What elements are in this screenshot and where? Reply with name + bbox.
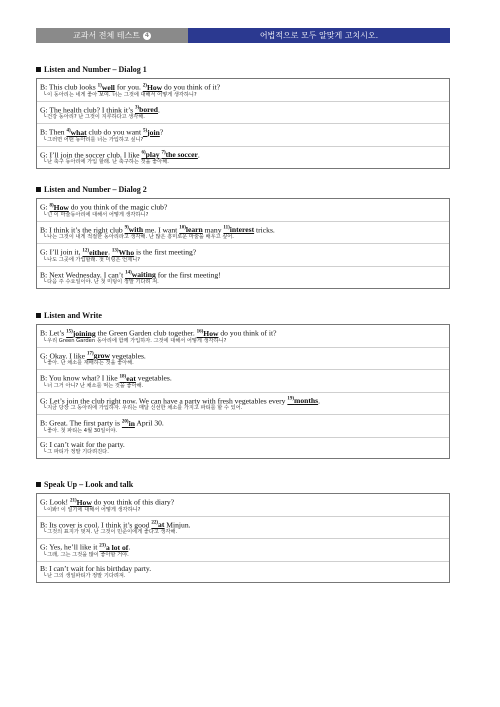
blank-number: 6) (141, 150, 146, 156)
correction-blank[interactable] (50, 203, 69, 212)
sentence-text: the Green Garden club together. (95, 328, 197, 338)
section-title-text: Listen and Write (44, 311, 102, 320)
return-arrow-icon: └ (43, 360, 47, 367)
sentence-text: do you think of it? (218, 328, 277, 338)
correction-blank[interactable] (66, 329, 95, 338)
english-sentence (40, 126, 446, 137)
correction-blank[interactable] (70, 498, 92, 507)
sentence-text: G: The health club? I think it’s (40, 105, 135, 115)
sentence-text: B: I think it’s the right club (40, 225, 125, 235)
return-arrow-icon: └ (43, 136, 47, 143)
blank-word: learn (185, 225, 203, 235)
dialog-line (37, 244, 449, 267)
translation-text: 우리 Green Garden 동아리에 함께 가입하자. 그것에 대해서 어떻게 생각하니? (47, 337, 227, 344)
test-number-badge: 4 (144, 31, 150, 39)
return-arrow-icon: └ (43, 234, 47, 241)
sentence-text: Minjun. (164, 520, 191, 530)
dialog-line (37, 438, 449, 458)
sentence-text: . (318, 396, 321, 406)
dialog-line (37, 415, 449, 438)
sentence-text: . (128, 542, 131, 552)
translation-text: 난 그의 생일파티가 정말 기다려져. (47, 572, 126, 579)
sentence-text: for you. (114, 82, 143, 92)
sentence-text: B: Its cover is cool. I think it’s good (40, 520, 152, 530)
blank-word: at (158, 520, 165, 530)
blank-number: 5) (142, 128, 148, 134)
sentence-text: B: Great. The first party is (40, 418, 122, 428)
sentence-text: B: This club looks (40, 82, 98, 92)
correction-blank[interactable] (82, 248, 108, 257)
english-sentence (40, 224, 446, 235)
blank-number: 16) (196, 329, 204, 334)
blank-number: 7) (161, 150, 166, 156)
english-sentence (40, 81, 446, 92)
blank-word: a lot of (105, 542, 129, 552)
dialog-line (37, 370, 449, 393)
return-arrow-icon: └ (43, 114, 47, 121)
sentence-text: B: You know what? I like (40, 373, 120, 383)
blank-word: waiting (131, 270, 156, 280)
sentence-text: vegetables. (109, 351, 146, 361)
correction-blank[interactable] (141, 150, 159, 159)
dialog-line (37, 393, 449, 416)
korean-translation (40, 573, 446, 580)
square-bullet-icon (36, 313, 41, 318)
return-arrow-icon: └ (43, 159, 47, 166)
section-title (36, 64, 450, 76)
header-test-label (36, 28, 188, 43)
korean-translation (40, 257, 446, 264)
blank-number: 21) (69, 498, 77, 503)
korean-translation (40, 449, 446, 456)
dialog-line (37, 102, 449, 125)
sentence-text: do you think of the magic club? (68, 202, 168, 212)
translation-text: 나도 그곳에 가입할래. 첫 미팅은 언제니? (47, 256, 140, 263)
blank-number: 12) (82, 248, 90, 254)
dialog-line (37, 124, 449, 147)
square-bullet-icon (36, 482, 41, 487)
blank-number: 13) (111, 248, 119, 254)
translation-text: 지금 당장 그 동아리에 가입하자. 우리는 매달 신선한 채소를 가지고 파티를 할 수 있어. (47, 405, 243, 412)
translation-text: 이봐! 이 일기에 대해서 어떻게 생각하니? (47, 506, 141, 513)
blank-number: 19) (287, 396, 295, 402)
blank-number: 11) (223, 225, 230, 231)
blank-word: bored (139, 105, 159, 115)
blank-number: 20) (121, 419, 129, 425)
english-sentence (40, 395, 446, 406)
blank-word: How (76, 497, 92, 507)
korean-translation (40, 92, 446, 99)
correction-blank[interactable] (179, 225, 203, 234)
korean-translation (40, 360, 446, 367)
correction-blank[interactable] (161, 150, 197, 159)
return-arrow-icon: └ (43, 529, 47, 536)
return-arrow-icon: └ (43, 337, 47, 344)
return-arrow-icon: └ (43, 427, 47, 434)
translation-text: 난 축구 동아리에 가입 할래. 난 축구하는 것을 좋아해. (47, 159, 169, 166)
correction-blank[interactable] (66, 128, 86, 137)
correction-blank[interactable] (223, 225, 254, 234)
correction-blank[interactable] (151, 520, 164, 529)
dialog-section (36, 184, 450, 289)
sentence-text: . (197, 150, 200, 160)
dialog-section (36, 64, 450, 169)
blank-number: 4) (66, 128, 71, 134)
sentence-text: G: Let’s join the club right now. We can have a party with fresh vegetables every (40, 396, 288, 406)
dialog-line (37, 494, 449, 517)
korean-translation (40, 383, 446, 390)
dialog-box (36, 78, 450, 169)
blank-number: 23) (99, 543, 106, 549)
blank-number: 8) (49, 203, 54, 208)
english-sentence (40, 541, 446, 552)
english-sentence (40, 417, 446, 428)
korean-translation (40, 552, 446, 559)
dialog-box (36, 198, 450, 289)
blank-number: 18) (119, 374, 127, 380)
sentence-text: G: Okay. I like (40, 351, 87, 361)
translation-text: 그것의 표지가 멋져. 난 그것이 민준이에게 좋다고 생각해. (47, 529, 178, 536)
correction-blank[interactable] (120, 374, 136, 383)
translation-text: 그러면 어떤 동아리를 너는 가입하고 싶니? (47, 136, 144, 143)
sentence-text: is the first meeting? (134, 247, 197, 257)
correction-blank[interactable] (197, 329, 219, 338)
sentence-text: G: Yes, he’ll like it (40, 542, 100, 552)
english-sentence (40, 372, 446, 383)
sentence-text: B: Next Wednesday. I can’t (40, 270, 126, 280)
translation-text: 좋아. 난 채소를 재배하는 것을 좋아해. (47, 360, 134, 367)
sentence-text: ? (159, 127, 164, 137)
blank-number: 1) (97, 83, 102, 88)
blank-number: 10) (179, 225, 186, 231)
korean-translation (40, 507, 446, 514)
translation-text: 좋아. 첫 파티는 4월 30일이야. (47, 427, 118, 434)
sentence-text: G: I can’t wait for the party. (40, 439, 125, 449)
dialog-section (36, 310, 450, 459)
correction-blank[interactable] (287, 396, 321, 406)
section-title-text: Listen and Number – Dialog 1 (44, 65, 147, 74)
blank-word: the soccer (165, 150, 198, 160)
korean-translation (40, 405, 446, 412)
sentence-text: . (108, 247, 112, 257)
dialog-box (36, 324, 450, 459)
blank-number: 15) (66, 329, 73, 334)
translation-text: 그 파티가 정말 기다려진다. (47, 448, 109, 455)
korean-translation (40, 114, 446, 121)
dialog-box (36, 493, 450, 583)
return-arrow-icon: └ (43, 405, 47, 412)
dialog-line (37, 348, 449, 371)
sentence-text: B: Let’s (40, 328, 67, 338)
english-sentence (40, 496, 446, 507)
english-sentence (40, 269, 446, 280)
english-sentence (40, 350, 446, 361)
return-arrow-icon: └ (43, 256, 47, 263)
korean-translation (40, 159, 446, 166)
section-title (36, 184, 450, 196)
sentence-text: G: I’ll join it, (40, 247, 83, 257)
sentence-text: many (202, 225, 224, 235)
dialog-line (37, 325, 449, 348)
blank-word: with (128, 225, 144, 235)
correction-blank[interactable] (143, 83, 162, 92)
blank-word: Who (118, 247, 135, 257)
translation-text: 너 그거 아니? 난 채소를 먹는 것을 좋아해. (47, 382, 144, 389)
section-title (36, 310, 450, 322)
correction-blank[interactable] (125, 225, 144, 234)
sentence-text: G: (40, 202, 50, 212)
section-title-text: Speak Up – Look and talk (44, 480, 134, 489)
blank-word: either (89, 247, 109, 257)
return-arrow-icon: └ (43, 506, 47, 513)
correction-blank[interactable] (143, 128, 160, 137)
dialog-line (37, 562, 449, 582)
blank-number: 9) (124, 225, 129, 231)
sentence-text: do you think of it? (162, 82, 221, 92)
header-left-text: 교과서 전체 테스트 (73, 31, 140, 40)
sentence-text: vegetables. (135, 373, 172, 383)
dialog-line (37, 517, 449, 540)
correction-blank[interactable] (112, 248, 134, 257)
english-sentence (40, 201, 446, 212)
return-arrow-icon: └ (43, 279, 47, 286)
sentence-text: April 30. (134, 418, 164, 428)
correction-blank[interactable] (99, 542, 131, 552)
return-arrow-icon: └ (43, 211, 47, 218)
korean-translation (40, 234, 446, 241)
blank-word: well (101, 82, 115, 92)
blank-word: joining (72, 328, 96, 338)
sentence-text: . (158, 105, 160, 115)
blank-number: 2) (142, 83, 147, 88)
section-title-text: Listen and Number – Dialog 2 (44, 185, 147, 194)
translation-text: 이 동아리는 네게 좋아 보여. 너는 그것에 대해서 어떻게 생각하니? (47, 91, 197, 98)
english-sentence (40, 564, 446, 573)
page-header (36, 28, 450, 43)
return-arrow-icon: └ (43, 551, 47, 558)
correction-blank[interactable] (98, 83, 115, 92)
sentence-text: for the first meeting! (155, 270, 221, 280)
english-sentence (40, 440, 446, 449)
blank-number: 3) (134, 105, 140, 111)
blank-number: 22) (151, 520, 159, 526)
korean-translation (40, 428, 446, 435)
english-sentence (40, 327, 446, 338)
sentence-text: B: I can’t wait for his birthday party. (40, 563, 152, 573)
sentence-text: B: Then (40, 127, 67, 137)
return-arrow-icon: └ (43, 382, 47, 389)
dialog-line (37, 267, 449, 289)
korean-translation (40, 137, 446, 144)
square-bullet-icon (36, 187, 41, 192)
blank-word: How (146, 82, 163, 92)
correction-blank[interactable] (87, 351, 110, 360)
blank-word: How (53, 202, 69, 212)
sentence-text: G: Look! (40, 497, 70, 507)
square-bullet-icon (36, 67, 41, 72)
sentence-text: me. I want (143, 225, 180, 235)
section-title (36, 479, 450, 491)
dialog-line (37, 199, 449, 222)
english-sentence (40, 149, 446, 160)
correction-blank[interactable] (122, 419, 135, 428)
sentence-text: do you think of this diary? (91, 497, 175, 507)
correction-blank[interactable] (125, 270, 156, 279)
translation-text: 나는 그것이 내게 적절한 동아리라고 생각해. 난 많은 흥미로운 마술을 배우고 싶어. (47, 234, 234, 241)
blank-number: 14) (125, 270, 132, 276)
dialog-line (37, 222, 449, 245)
return-arrow-icon: └ (43, 448, 47, 455)
translation-text: 다음 주 수요일이야. 난 첫 미팅이 정말 기다려 져. (47, 279, 159, 286)
return-arrow-icon: └ (43, 572, 47, 579)
blank-word: months (294, 396, 319, 406)
dialog-line (37, 539, 449, 562)
correction-blank[interactable] (135, 105, 158, 114)
korean-translation (40, 529, 446, 536)
header-instruction: 어법적으로 모두 알맞게 고치시오. (188, 28, 450, 43)
blank-word: what (70, 127, 87, 137)
blank-word: join (147, 127, 160, 137)
blank-word: play (145, 150, 160, 160)
translation-text: 그래, 그는 그것을 많이 좋아할 거야. (47, 551, 129, 558)
english-sentence (40, 104, 446, 115)
sentence-text: tricks. (254, 225, 275, 235)
return-arrow-icon: └ (43, 91, 47, 98)
sentence-text: club do you want (86, 127, 143, 137)
blank-word: interest (229, 225, 255, 235)
blank-word: How (203, 328, 219, 338)
sentence-text: G: I’ll join the soccer club. I like (40, 150, 142, 160)
blank-word: in (128, 418, 135, 428)
translation-text: 넌 이 마술동아리에 대해서 어떻게 생각하니? (47, 211, 149, 218)
korean-translation (40, 279, 446, 286)
english-sentence (40, 246, 446, 257)
korean-translation (40, 338, 446, 345)
dialog-section (36, 479, 450, 583)
translation-text: 건강 동아리? 난 그것이 지루하다고 생각해. (47, 114, 145, 121)
blank-number: 17) (86, 351, 94, 357)
dialog-line (37, 147, 449, 169)
blank-word: grow (93, 351, 110, 361)
dialog-line (37, 79, 449, 102)
blank-word: eat (126, 373, 136, 383)
english-sentence (40, 519, 446, 530)
korean-translation (40, 212, 446, 219)
